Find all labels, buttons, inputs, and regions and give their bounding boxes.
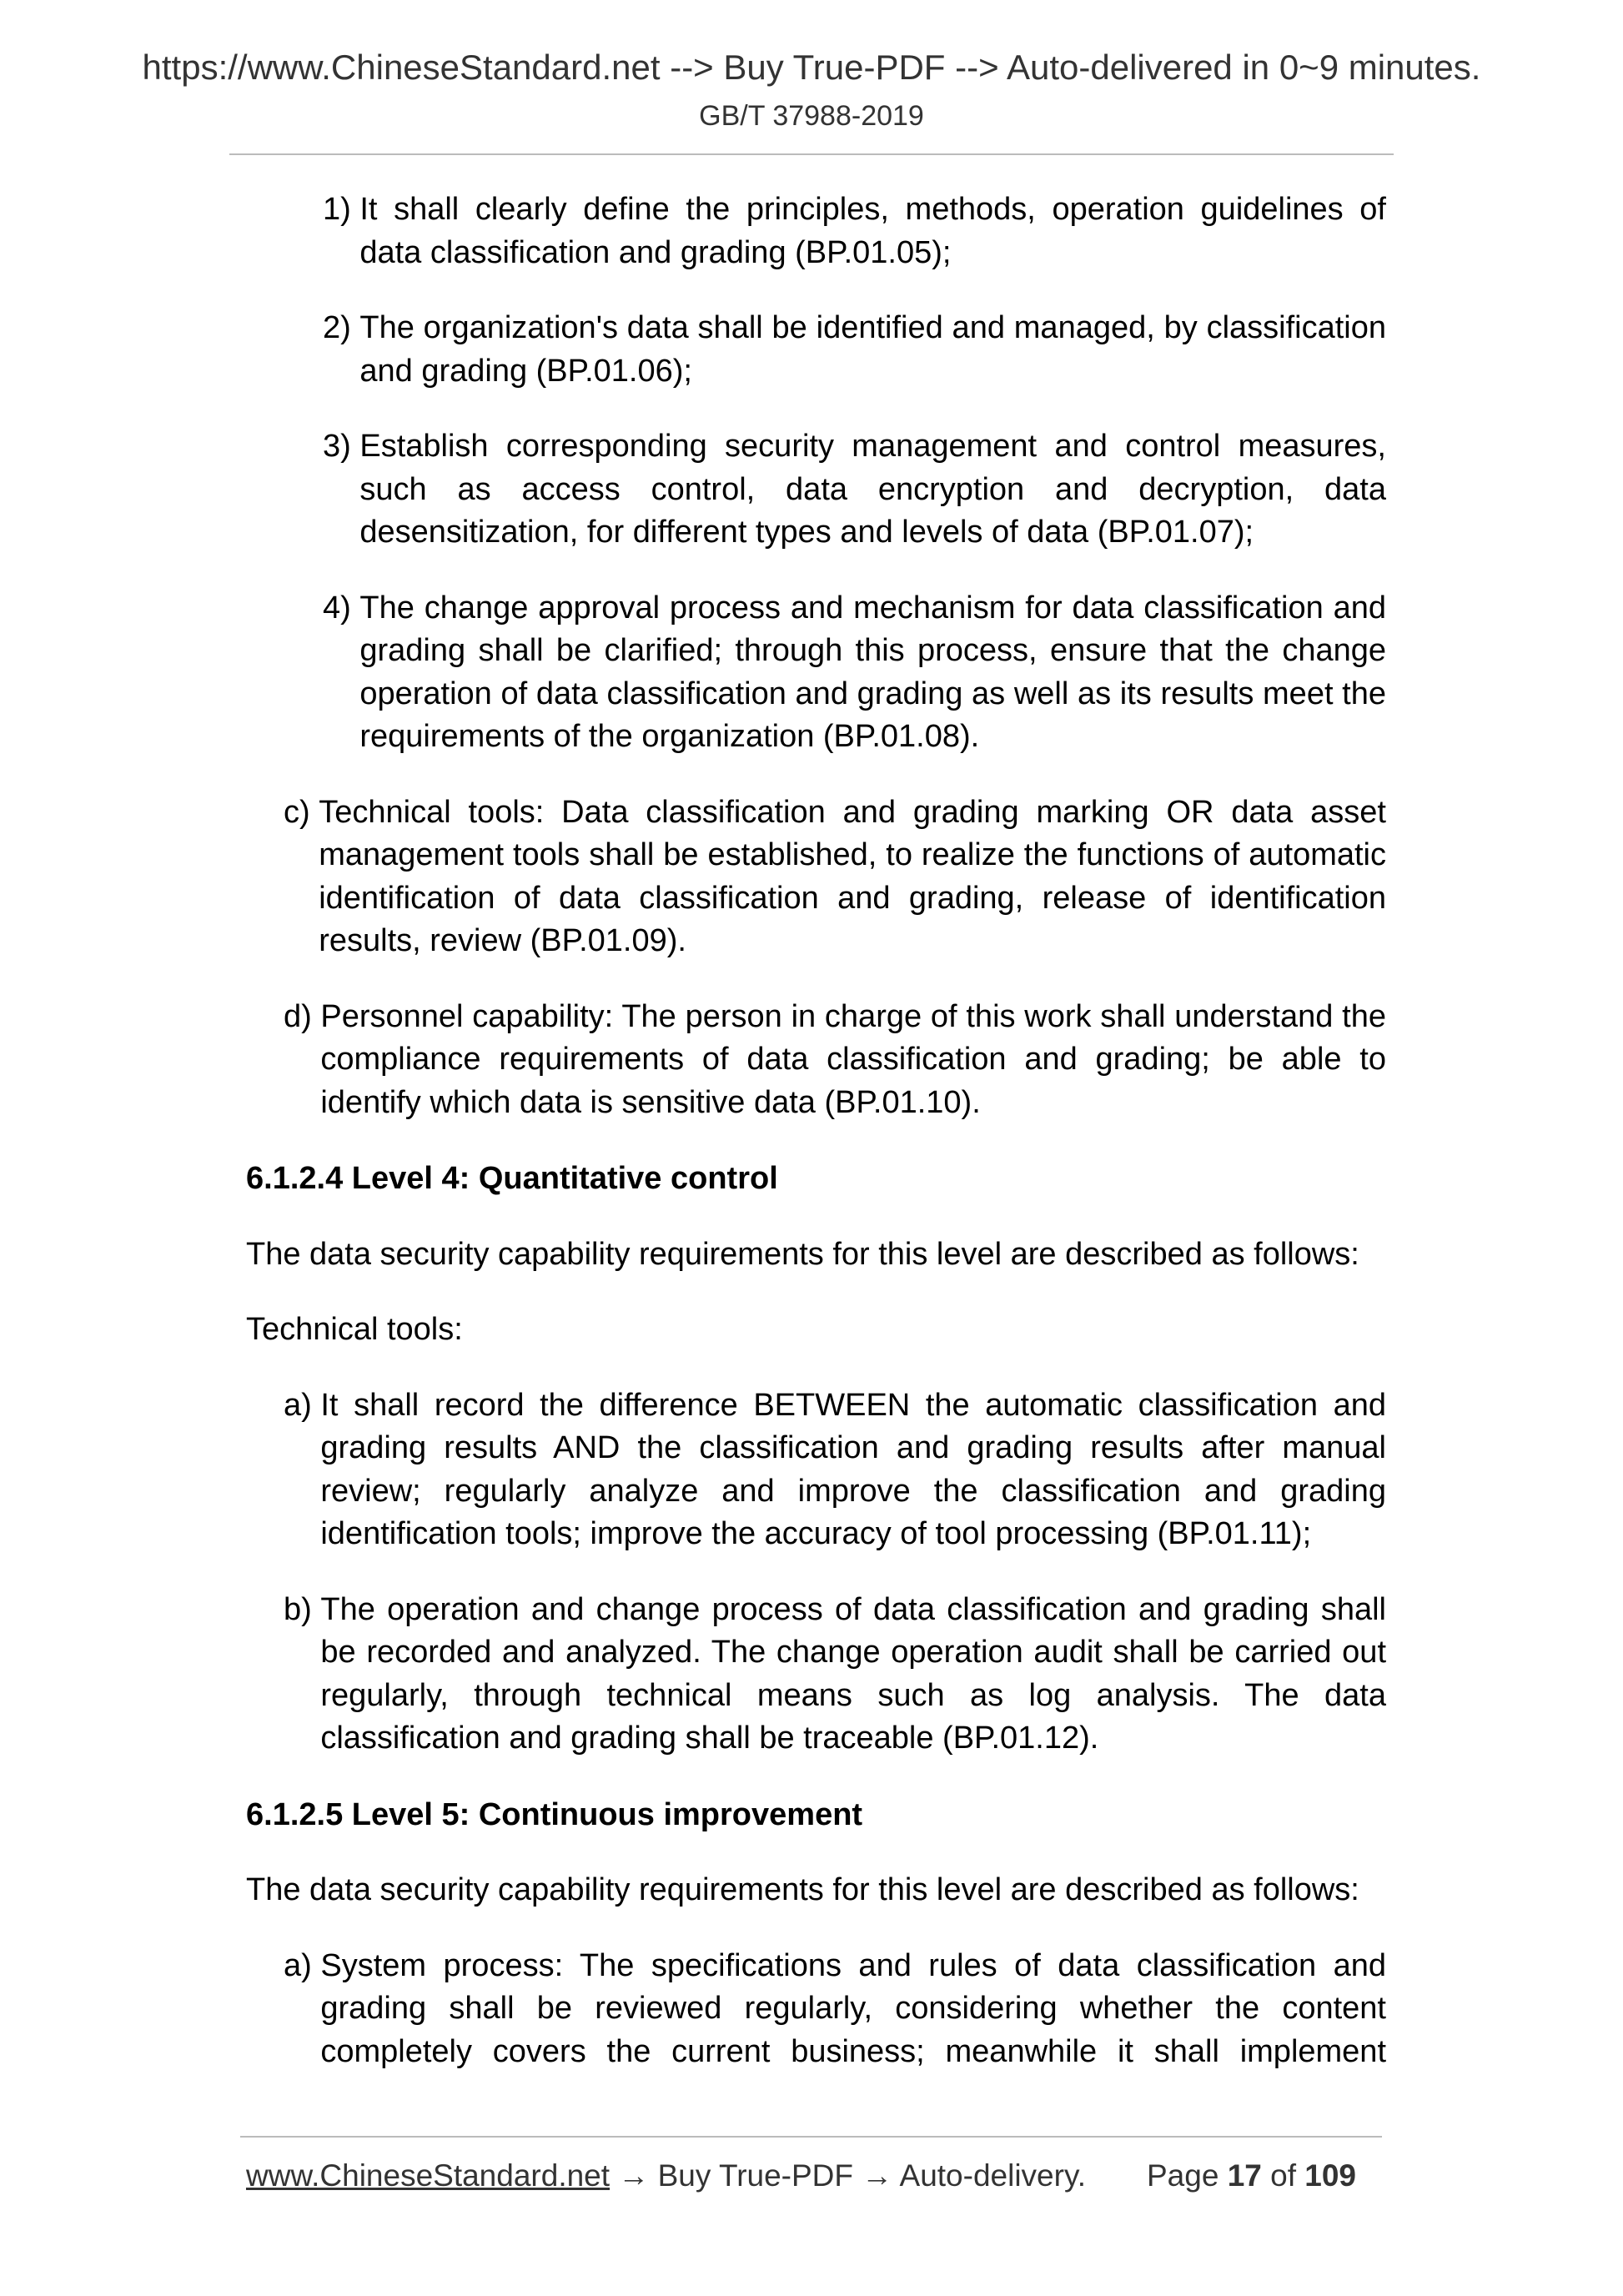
document-body <box>246 188 1386 2073</box>
header-url-line: https://www.ChineseStandard.net --> Buy True-PDF --> Auto-delivered in 0~9 minutes. <box>142 48 1481 87</box>
footer-page-indicator <box>1147 2158 1356 2194</box>
item-marker: a) <box>284 1387 321 1423</box>
item-marker: a) <box>284 1947 321 1983</box>
item-text: Establish corresponding security management and control measures, such as access control, data encryption and decryption, data desensitization, for different types and levels of data (BP.01.07); <box>359 429 1386 550</box>
section-intro-level4: The data security capability requirements for this level are described as follows: <box>246 1236 1359 1272</box>
item-text: Technical tools: Data classification and grading marking OR data asset management tools shall be established, to realize the functions of automatic identification of data classification and grading, release of identification results, review (BP.01.09). <box>319 794 1386 958</box>
header-standard-number: GB/T 37988-2019 <box>699 100 924 132</box>
numbered-item-3 <box>323 425 1386 555</box>
footer-site-link[interactable]: www.ChineseStandard.net <box>246 2158 611 2193</box>
item-text: It shall record the difference BETWEEN the automatic classification and grading results AND the classification and grading results after manual review; regularly analyze and improve the classification and grading identification tools; improve the accuracy of tool processing (BP.01.11); <box>320 1387 1386 1551</box>
item-marker: 1) <box>323 192 360 227</box>
section-heading-level4: 6.1.2.4 Level 4: Quantitative control <box>246 1161 778 1196</box>
total-pages: 109 <box>1304 2158 1357 2193</box>
header-divider <box>229 153 1394 155</box>
section-subheading-technical-tools: Technical tools: <box>246 1312 463 1347</box>
page-number: 17 <box>1227 2158 1262 2193</box>
item-text: The change approval process and mechanism for data classification and grading shall be clarified; through this process, ensure that the change operation of data classification and grading as well as its results meet the requirements of the organization (BP.01.08). <box>359 590 1386 754</box>
level4-item-b <box>284 1589 1386 1761</box>
letter-item-c <box>284 791 1386 963</box>
item-marker: b) <box>284 1591 321 1627</box>
numbered-item-2 <box>323 307 1386 393</box>
item-marker: 3) <box>323 429 360 464</box>
numbered-item-1 <box>323 188 1386 274</box>
level4-item-a <box>284 1384 1386 1556</box>
item-marker: d) <box>284 998 321 1034</box>
item-marker: 4) <box>323 590 360 625</box>
item-marker: c) <box>284 794 319 830</box>
item-text: The organization's data shall be identified and managed, by classification and grading (BP.01.06); <box>359 310 1386 389</box>
page-label: Page <box>1147 2158 1219 2193</box>
letter-item-d <box>284 996 1386 1125</box>
footer-tagline: → Buy True-PDF → Auto-delivery. <box>610 2158 1086 2193</box>
item-text: It shall clearly define the principles, methods, operation guidelines of data classification and grading (BP.01.05); <box>359 192 1386 270</box>
section-intro-level5: The data security capability requirements for this level are described as follows: <box>246 1872 1359 1907</box>
numbered-item-4 <box>323 587 1386 759</box>
footer-left <box>246 2158 1086 2194</box>
page-of-label: of <box>1270 2158 1296 2193</box>
item-text: System process: The specifications and rules of data classification and grading shall be reviewed regularly, considering whether the content completely covers the current business; meanwhile it shall implement <box>320 1947 1386 2069</box>
footer-divider <box>240 2136 1382 2138</box>
section-heading-level5: 6.1.2.5 Level 5: Continuous improvement <box>246 1796 863 1832</box>
item-text: The operation and change process of data classification and grading shall be recorded and analyzed. The change operation audit shall be carried out regularly, through technical means such as log analysis. The data classification and grading shall be traceable (BP.01.12). <box>320 1591 1386 1756</box>
level5-item-a <box>284 1945 1386 2074</box>
item-text: Personnel capability: The person in charge of this work shall understand the compliance requirements of data classification and grading; be able to identify which data is sensitive data (BP.01.10). <box>320 998 1386 1120</box>
item-marker: 2) <box>323 310 360 345</box>
